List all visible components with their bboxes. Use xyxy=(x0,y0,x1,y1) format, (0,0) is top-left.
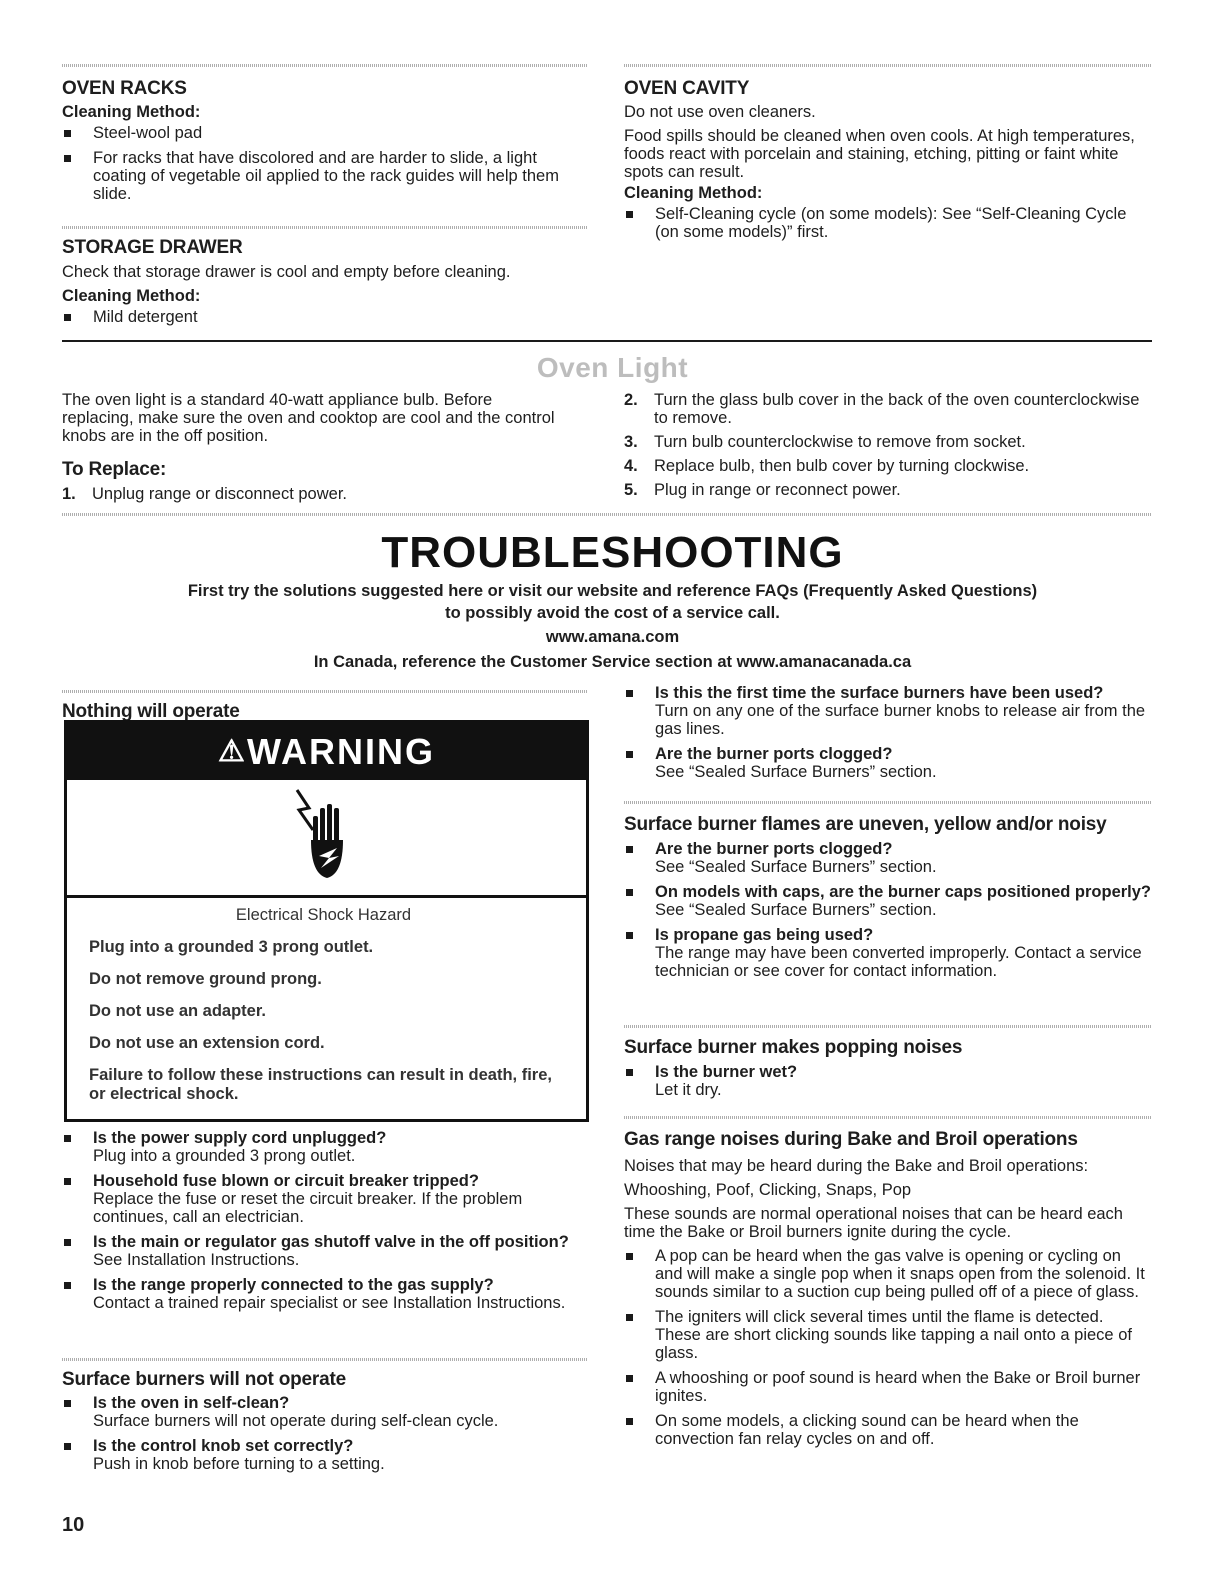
paragraph: The oven light is a standard 40-watt appliance bulb. Before replacing, make sure the oven and cooktop are cool and the control knobs are in the off position. xyxy=(62,391,555,445)
right-top-list xyxy=(624,684,1152,788)
cleaning-method-label: Cleaning Method: xyxy=(624,184,763,202)
answer: Plug into a grounded 3 prong outlet. xyxy=(93,1147,356,1165)
list-item xyxy=(624,1063,1152,1099)
step-text: Unplug range or disconnect power. xyxy=(92,485,347,503)
question: Is the range properly connected to the gas supply? xyxy=(93,1276,494,1294)
list-item: On some models, a clicking sound can be heard when the convection fan relay cycles on and off. xyxy=(624,1412,1152,1448)
divider xyxy=(624,64,1152,67)
oven-light-left xyxy=(62,391,562,509)
warning-line: Do not remove ground prong. xyxy=(89,970,322,988)
paragraph: Noises that may be heard during the Bake and Broil operations: xyxy=(624,1157,1089,1175)
list-item xyxy=(624,745,1152,781)
step-number: 2. xyxy=(624,391,638,409)
question: Is this the first time the surface burners have been used? xyxy=(655,684,1104,702)
step-item xyxy=(62,485,562,503)
hazard-title: Electrical Shock Hazard xyxy=(235,906,412,924)
warning-line: Plug into a grounded 3 prong outlet. xyxy=(89,938,374,956)
steps-list xyxy=(624,391,1152,499)
list-item: Steel-wool pad xyxy=(62,124,588,142)
answer: Let it dry. xyxy=(655,1081,722,1099)
oven-light-right xyxy=(624,391,1152,505)
bullet-list xyxy=(624,1063,1152,1099)
list-item xyxy=(624,883,1152,919)
step-text: Turn bulb counterclockwise to remove from socket. xyxy=(654,433,1026,451)
section-heading: Surface burner makes popping noises xyxy=(624,1037,963,1058)
step-text: Turn the glass bulb cover in the back of the oven counterclockwise to remove. xyxy=(654,391,1140,427)
list-item: Mild detergent xyxy=(62,308,588,326)
answer: The range may have been converted improperly. Contact a service technician or see cover for contact information. xyxy=(655,944,1142,980)
warning-header xyxy=(67,723,586,780)
paragraph: These sounds are normal operational noises that can be heard each time the Bake or Broil burners ignite during the cycle. xyxy=(624,1205,1123,1241)
canada-reference: In Canada, reference the Customer Service section at www.amanacanada.ca xyxy=(313,653,912,671)
question: Are the burner ports clogged? xyxy=(655,745,893,763)
step-item xyxy=(624,457,1152,475)
question: Household fuse blown or circuit breaker tripped? xyxy=(93,1172,479,1190)
question: Is propane gas being used? xyxy=(655,926,874,944)
list-item xyxy=(624,684,1152,738)
divider xyxy=(624,1025,1152,1028)
list-item xyxy=(62,1437,588,1473)
step-text: Plug in range or reconnect power. xyxy=(654,481,901,499)
bullet-list xyxy=(62,124,588,203)
oven-racks-section xyxy=(62,78,588,210)
warning-line: Do not use an adapter. xyxy=(89,1002,266,1020)
list-item: Self-Cleaning cycle (on some models): See “Self-Cleaning Cycle (on some models)” first. xyxy=(624,205,1152,241)
to-replace-heading: To Replace: xyxy=(62,459,167,480)
warning-line: Failure to follow these instructions can result in death, fire, or electrical shock. xyxy=(89,1066,552,1103)
section-heading: Surface burners will not operate xyxy=(62,1369,346,1390)
list-item xyxy=(62,1129,588,1165)
section-heading: Nothing will operate xyxy=(62,701,240,722)
answer: Contact a trained repair specialist or see Installation Instructions. xyxy=(93,1294,566,1312)
answer: See “Sealed Surface Burners” section. xyxy=(655,901,937,919)
warning-box xyxy=(64,720,589,1122)
list-item xyxy=(62,1233,588,1269)
divider xyxy=(62,1358,588,1361)
paragraph: Food spills should be cleaned when oven cools. At high temperatures, foods react with porcelain and staining, etching, pitting or faint white spots can result. xyxy=(624,127,1135,181)
step-text: Replace bulb, then bulb cover by turning clockwise. xyxy=(654,457,1030,475)
nothing-operate-list xyxy=(62,1129,588,1319)
bullet-list xyxy=(62,1129,588,1312)
step-item xyxy=(624,433,1152,451)
cleaning-method-label: Cleaning Method: xyxy=(62,103,201,121)
troubleshooting-title: TROUBLESHOOTING xyxy=(381,528,844,577)
steps-list xyxy=(62,485,562,503)
answer: See “Sealed Surface Burners” section. xyxy=(655,763,937,781)
list-item: The igniters will click several times until the flame is detected. These are short clicking sounds like tapping a nail onto a piece of glass. xyxy=(624,1308,1152,1362)
warning-label: WARNING xyxy=(246,731,435,772)
answer: Replace the fuse or reset the circuit breaker. If the problem continues, call an electrician. xyxy=(93,1190,523,1226)
bullet-list xyxy=(62,308,588,326)
bullet-list xyxy=(624,1247,1152,1448)
bullet-list xyxy=(62,1394,588,1473)
troubleshooting-intro-2: to possibly avoid the cost of a service call. xyxy=(445,604,780,622)
section-divider xyxy=(62,340,1152,342)
answer: See Installation Instructions. xyxy=(93,1251,300,1269)
section-heading: OVEN CAVITY xyxy=(624,78,750,99)
bullet-list xyxy=(624,840,1152,980)
surface-not-operate-section xyxy=(62,1369,588,1480)
bullet-list xyxy=(624,684,1152,781)
answer: See “Sealed Surface Burners” section. xyxy=(655,858,937,876)
question: Is the burner wet? xyxy=(655,1063,798,1081)
step-item xyxy=(624,391,1152,427)
bullet-list xyxy=(624,205,1152,241)
flames-uneven-section xyxy=(624,814,1152,987)
step-number: 5. xyxy=(624,481,638,499)
shock-hazard-area xyxy=(67,780,586,898)
warning-text xyxy=(67,898,586,1104)
paragraph: Check that storage drawer is cool and empty before cleaning. xyxy=(62,263,511,281)
gas-noises-section xyxy=(624,1129,1152,1455)
storage-drawer-section xyxy=(62,237,588,333)
oven-light-title: Oven Light xyxy=(536,352,689,383)
question: Is the oven in self-clean? xyxy=(93,1394,290,1412)
question: Are the burner ports clogged? xyxy=(655,840,893,858)
page-number: 10 xyxy=(62,1514,85,1536)
question: Is the main or regulator gas shutoff valve in the off position? xyxy=(93,1233,569,1251)
list-item: A pop can be heard when the gas valve is opening or cycling on and will make a single pop when it snaps open from the solenoid. It sounds similar to a suction cup being pulled off of a piece of glass. xyxy=(624,1247,1152,1301)
question: On models with caps, are the burner caps positioned properly? xyxy=(655,883,1152,901)
list-item: A whooshing or poof sound is heard when the Bake or Broil burner ignites. xyxy=(624,1369,1152,1405)
paragraph: Whooshing, Poof, Clicking, Snaps, Pop xyxy=(624,1181,912,1199)
divider xyxy=(62,513,1152,516)
list-item xyxy=(624,926,1152,980)
list-item xyxy=(624,840,1152,876)
popping-section xyxy=(624,1037,1152,1106)
step-item xyxy=(624,481,1152,499)
divider xyxy=(62,64,588,67)
warning-triangle-icon: ⚠ xyxy=(218,735,247,768)
paragraph: Do not use oven cleaners. xyxy=(624,103,816,121)
section-heading: STORAGE DRAWER xyxy=(62,237,243,258)
step-number: 1. xyxy=(62,485,76,503)
troubleshooting-intro-1: First try the solutions suggested here or visit our website and reference FAQs (Frequently Asked Questions) xyxy=(187,582,1038,600)
divider xyxy=(624,1116,1152,1119)
list-item xyxy=(62,1394,588,1430)
divider xyxy=(62,690,588,693)
step-number: 3. xyxy=(624,433,638,451)
step-number: 4. xyxy=(624,457,638,475)
warning-line: Do not use an extension cord. xyxy=(89,1034,325,1052)
list-item xyxy=(62,1172,588,1226)
answer: Turn on any one of the surface burner knobs to release air from the gas lines. xyxy=(655,702,1146,738)
divider xyxy=(624,801,1152,804)
electrical-shock-icon xyxy=(289,786,359,886)
website-link[interactable]: www.amana.com xyxy=(545,628,680,646)
section-heading: Surface burner flames are uneven, yellow and/or noisy xyxy=(624,814,1107,835)
oven-cavity-section xyxy=(624,78,1152,248)
list-item xyxy=(62,1276,588,1312)
cleaning-method-label: Cleaning Method: xyxy=(62,287,201,305)
section-heading: OVEN RACKS xyxy=(62,78,187,99)
divider xyxy=(62,226,588,229)
question: Is the power supply cord unplugged? xyxy=(93,1129,387,1147)
list-item: For racks that have discolored and are harder to slide, a light coating of vegetable oil applied to the rack guides will help them slide. xyxy=(62,149,588,203)
question: Is the control knob set correctly? xyxy=(93,1437,354,1455)
answer: Push in knob before turning to a setting. xyxy=(93,1455,385,1473)
section-heading: Gas range noises during Bake and Broil operations xyxy=(624,1129,1078,1150)
answer: Surface burners will not operate during self-clean cycle. xyxy=(93,1412,499,1430)
